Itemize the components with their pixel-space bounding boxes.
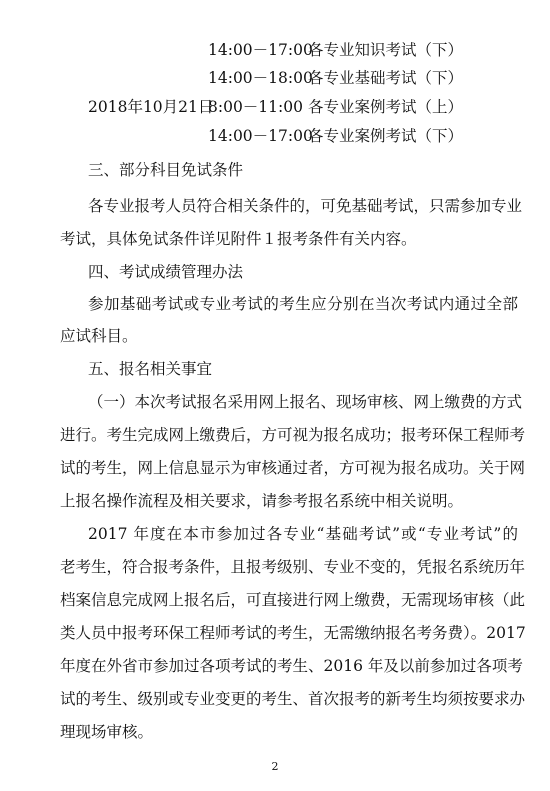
schedule-time: 8:00－11:00	[208, 98, 303, 116]
schedule-time: 14:00－17:00	[208, 41, 313, 59]
paragraph-line: 参加基础考试或专业考试的考生应分别在当次考试内通过全部	[88, 295, 518, 313]
schedule-date	[88, 68, 208, 88]
paragraph-line: 老考生，符合报考条件，且报考级别、专业不变的，凭报名系统历年	[60, 558, 526, 576]
schedule-subject: 各专业案例考试（上）	[308, 98, 464, 116]
page-number: 2	[271, 760, 279, 773]
section-heading: 五、报名相关事宜	[88, 360, 213, 378]
schedule-time: 14:00－18:00	[208, 69, 313, 87]
schedule-row	[88, 126, 463, 146]
paragraph-line: 上报名操作流程及相关要求，请参考报名系统中相关说明。	[60, 492, 464, 510]
schedule-time: 14:00－17:00	[208, 127, 313, 145]
paragraph-line: 进行。考生完成网上缴费后，方可视为报名成功；报考环保工程师考	[60, 426, 526, 444]
paragraph-line: 2017 年度在本市参加过各专业“基础考试”或“专业考试”的	[88, 525, 518, 543]
schedule-row	[88, 68, 463, 88]
paragraph-line: （一）本次考试报名采用网上报名、现场审核、网上缴费的方式	[88, 393, 523, 411]
paragraph-line: 考试，具体免试条件详见附件１报考条件有关内容。	[60, 230, 417, 248]
schedule-subject: 各专业基础考试（下）	[308, 69, 464, 87]
paragraph-line: 应试科目。	[60, 327, 138, 345]
schedule-row	[88, 97, 463, 117]
paragraph-line: 年度在外省市参加过各项考试的考生、2016 年及以前参加过各项考	[60, 657, 523, 675]
section-heading: 三、部分科目免试条件	[88, 161, 244, 179]
schedule-subject: 各专业知识考试（下）	[308, 41, 464, 59]
schedule-subject: 各专业案例考试（下）	[308, 127, 464, 145]
paragraph-line: 试的考生、级别或专业变更的考生、首次报考的新考生均须按要求办	[60, 690, 526, 708]
paragraph-line: 理现场审核。	[60, 723, 154, 741]
schedule-row	[88, 40, 463, 60]
schedule-date: 2018年10月21日	[88, 98, 214, 116]
paragraph-line: 类人员中报考环保工程师考试的考生，无需缴纳报名考务费）。2017	[60, 624, 526, 642]
schedule-date	[88, 126, 208, 146]
paragraph-line: 各专业报考人员符合相关条件的，可免基础考试，只需参加专业	[88, 197, 523, 215]
paragraph-line: 档案信息完成网上报名后，可直接进行网上缴费，无需现场审核（此	[60, 591, 526, 609]
schedule-date	[88, 40, 208, 60]
paragraph-line: 试的考生，网上信息显示为审核通过者，方可视为报名成功。关于网	[60, 459, 526, 477]
section-heading: 四、考试成绩管理办法	[88, 263, 244, 281]
